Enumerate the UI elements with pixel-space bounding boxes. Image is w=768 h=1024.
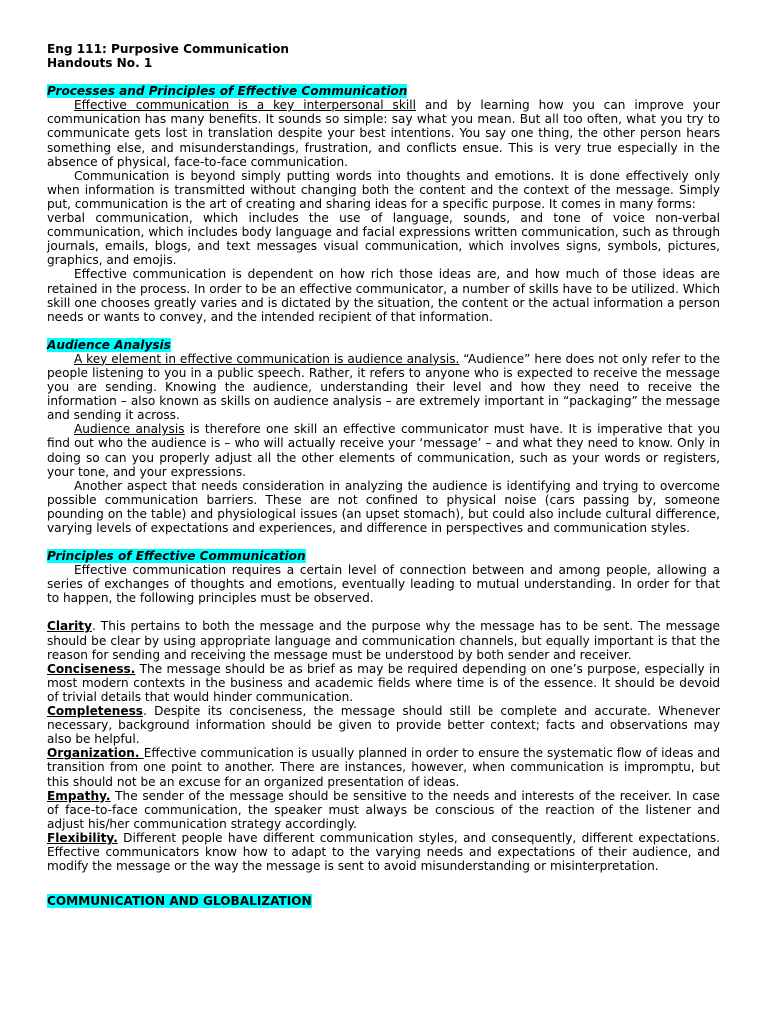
paragraph: Audience analysis is therefore one skill an effective communicator must have. It is imperative that you find out who the audience is – who will actually receive your ‘message’ – and what they need to know. Only in doing so can you properly adjust all the other elements of communication, such as your words or registers, your tone, and your expressions. xyxy=(47,422,721,479)
paragraph: verbal communication, which includes the use of language, sounds, and tone of voice non-verbal communication, which includes body language and facial expressions written communication, such as through journals, emails, blogs, and text messages visual communication, which involves signs, symbols, pictures, graphics, and emojis. xyxy=(47,211,720,268)
spacer xyxy=(47,70,720,84)
handout-number: Handouts No. 1 xyxy=(47,56,153,71)
spacer xyxy=(47,535,720,549)
paragraph: Another aspect that needs consideration in analyzing the audience is identifying and trying to overcome possible communication barriers. These are not confined to physical noise (cars passing by, someone pounding on the table) and physiological issues (an upset stomach), but could also include cultural difference, varying levels of expectations and experiences, and difference in perspectives and communication styles. xyxy=(47,478,720,535)
principle-item: Empathy. The sender of the message should be sensitive to the needs and interests of the receiver. In case of face-to-face communication, the speaker must always be conscious of the reaction of the listener and adjust his/her communication strategy accordingly. xyxy=(47,788,720,831)
section-heading-audience: Audience Analysis xyxy=(47,337,171,352)
section-heading-processes: Processes and Principles of Effective Communication xyxy=(47,84,408,99)
course-title: Eng 111: Purposive Communication xyxy=(47,42,289,56)
principle-item: Organization. Effective communication is usually planned in order to ensure the systematic flow of ideas and transition from one point to another. There are instances, however, when communication is impromptu, but this should not be an excuse for an organized presentation of ideas. xyxy=(47,746,721,789)
section-heading-principles: Principles of Effective Communication xyxy=(47,549,306,564)
spacer xyxy=(47,324,720,338)
principle-item: Conciseness. The message should be as brief as may be required depending on one’s purpose, especially in most modern contexts in the business and academic fields where time is of the essence. It should be devoid of trivial details that would hinder communication. xyxy=(47,661,720,704)
principle-item: Clarity. This pertains to both the message and the purpose why the message has to be sent. The message should be clear by using appropriate language and communication channels, but equally important is that the reason for sending and receiving the message must be understood by both sender and receiver. xyxy=(47,619,720,662)
principle-item: Completeness. Despite its conciseness, the message should still be complete and accurate. Whenever necessary, background information should be given to provide better context; facts and observations may also be helpful. xyxy=(47,704,720,747)
spacer xyxy=(47,605,720,619)
paragraph: A key element in effective communication is audience analysis. “Audience” here does not only refer to the people listening to you in a public speech. Rather, it refers to anyone who is expected to receive the message you are sending. Knowing the audience, understanding their level and how they need to receive the information – also known as skills on audience analysis – are extremely important in “packaging” the message and sending it across. xyxy=(47,351,720,423)
principle-item: Flexibility. Different people have different communication styles, and consequently, different expectations. Effective communicators know how to adapt to the varying needs and expectations of their audience, and modify the message or the way the message is sent to avoid misunderstanding or misinterpretation. xyxy=(47,830,720,874)
document-page xyxy=(47,42,720,908)
paragraph: Communication is beyond simply putting words into thoughts and emotions. It is done effectively only when information is transmitted without changing both the content and the context of the message. Simply put, communication is the art of creating and sharing ideas for a specific purpose. It comes in many forms: xyxy=(47,168,720,211)
paragraph: Effective communication requires a certain level of connection between and among people, allowing a series of exchanges of thoughts and emotions, eventually leading to mutual understanding. In order for that to happen, the following principles must be observed. xyxy=(47,563,720,606)
spacer xyxy=(47,873,720,894)
section-heading-globalization: COMMUNICATION AND GLOBALIZATION xyxy=(47,894,312,909)
paragraph: Effective communication is dependent on how rich those ideas are, and how much of those ideas are retained in the process. In order to be an effective communicator, a number of skills have to be utilized. Which skill one chooses greatly varies and is dictated by the situation, the content or the actual information a person needs or wants to convey, and the intended recipient of that information. xyxy=(47,267,720,324)
paragraph: Effective communication is a key interpersonal skill and by learning how you can improve your communication has many benefits. It sounds so simple: say what you mean. But all too often, what you try to communicate gets lost in translation despite your best intentions. You say one thing, the other person hears something else, and misunderstandings, frustration, and conflicts ensue. This is very true especially in the absence of physical, face-to-face communication. xyxy=(47,98,720,169)
